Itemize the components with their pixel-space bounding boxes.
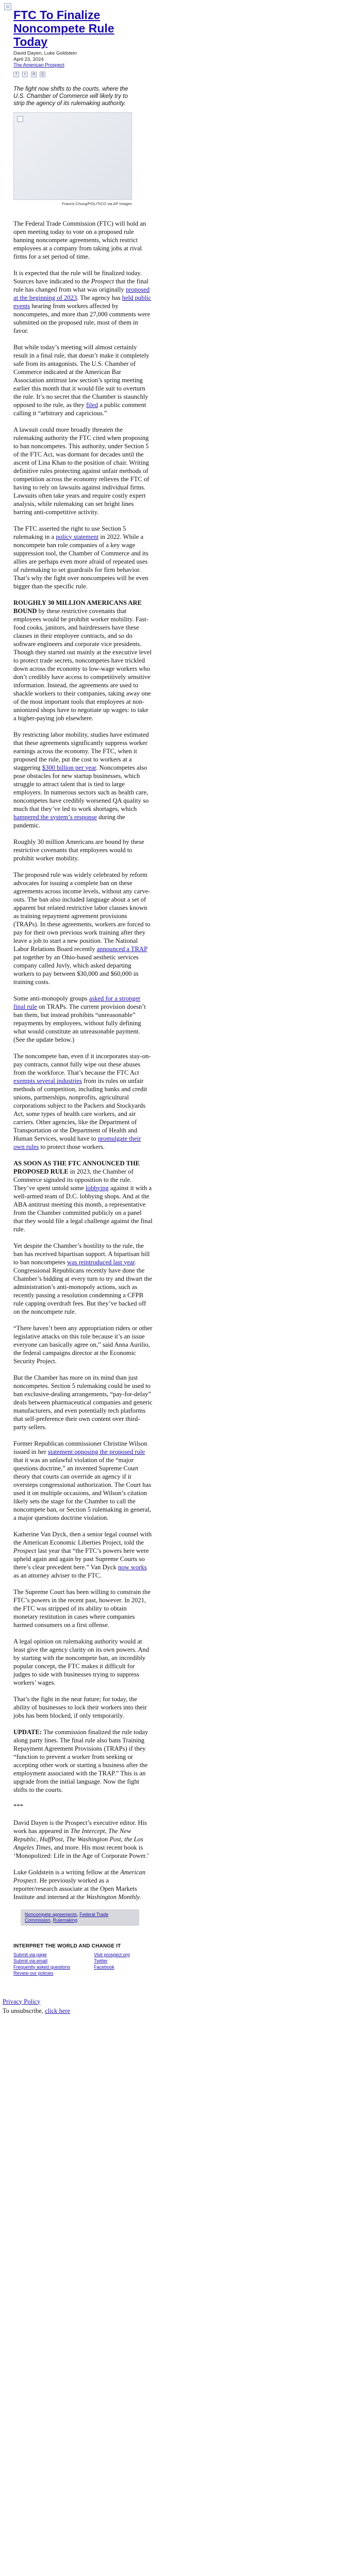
logo-placeholder-icon bbox=[4, 3, 11, 10]
authors: David Dayen, Luke Goldstein bbox=[13, 50, 77, 56]
hero-caption: Francis Chung/POLITICO via AP Images bbox=[62, 201, 132, 206]
paragraph: A lawsuit could more broadly threaten the rulemaking authority the FTC cited when proposing to ban noncompetes. This authority, under Section 5 of the FTC Act, was dormant for decades until the ascent of Lina Khan to the position of chair. Writing definitive rules protecting against unfair methods of competition across the economy relieves the FTC of having to rely on lawsuits against individual firms. Lawsuits often take years and require costly expert analysis, while rulemaking can set bright lines barring anti-competitive activity. bbox=[13, 426, 150, 516]
footer-link[interactable]: Submit via page bbox=[13, 1952, 47, 1957]
article-body bbox=[13, 219, 153, 1901]
update-label: UPDATE: bbox=[13, 1728, 42, 1736]
paragraph: Katherine Van Dyck, then a senior legal counsel with the American Economic Liberties Project, told the Prospect last year that “the FTC’s powers here were upheld again and again by past Supreme Courts so there’s clear precedent here.” Van Dyck now works as an attorney adviser to the FTC. bbox=[13, 1530, 152, 1579]
paragraph: But while today’s meeting will almost certainly result in a final rule, that doesn’t make it completely safe from its antagonists. The U.S. Chamber of Commerce indicated at the American Bar Association antitrust law section’s spring meeting earlier this month that it would file suit to overturn the rule. It’s no secret that the Chamber is staunchly opposed to the rule, as they filed a public comment calling it “arbitrary and capricious.” bbox=[13, 343, 150, 417]
section-lead: AS SOON AS THE FTC ANNOUNCED THE PROPOSED RULE bbox=[13, 1159, 140, 1175]
footer-link[interactable]: Twitter bbox=[94, 1958, 108, 1963]
footer bbox=[13, 1943, 168, 1976]
publish-date: April 23, 2024 bbox=[13, 56, 44, 62]
paragraph: The Supreme Court has been willing to constrain the FTC’s powers in the recent past, however. In 2021, the FTC was stripped of its ability to obtain monetary restitution in cases where companies harmed consumers on a first offense. bbox=[13, 1588, 151, 1629]
bottom-links: Privacy Policy To unsubscribe, click here bbox=[3, 1997, 71, 2014]
paragraph: The Federal Trade Commission (FTC) will hold an open meeting today to vote on a proposed rule banning noncompete agreements, which restrict employees at a company from taking jobs at rival firms for a set period of time. bbox=[13, 219, 146, 260]
paragraph: “There haven’t been any appropriation riders or other legislative attacks on this rule because it’s an issue everyone can basically agree on,” said Anna Aurilio, the federal campaigns director at the Economic Security Project. bbox=[13, 1324, 153, 1365]
paragraph: The FTC asserted the right to use Section 5 rulemaking in a policy statement in 2022. While a noncompete ban role companies of a key wage suppression tool, the Chamber of Commerce and its allies are perhaps even more afraid of repeated uses of rulemaking to set guardrails for firm behavior. That’s why the fight over noncompetes will be even bigger than the specific rule. bbox=[13, 524, 149, 590]
paragraph: That’s the fight in the near future; for today, the ability of businesses to lock their workers into their jobs has been blocked, if only temporarily. bbox=[13, 1695, 147, 1719]
inline-link[interactable]: filed bbox=[86, 401, 99, 409]
footer-title: INTERPRET THE WORLD AND CHANGE IT bbox=[13, 1943, 121, 1949]
unsubscribe-link[interactable]: click here bbox=[45, 2007, 71, 2014]
print-icon[interactable]: ⎙ bbox=[40, 72, 45, 77]
facebook-icon[interactable]: f bbox=[13, 72, 19, 77]
inline-link[interactable]: was reintroduced last year bbox=[67, 1258, 135, 1266]
footer-link[interactable]: Facebook bbox=[94, 1964, 114, 1970]
paragraph: Roughly 30 million Americans are bound by these restrictive covenants that employees would to prohibit worker mobility. bbox=[13, 838, 144, 862]
footer-link[interactable]: Submit via email bbox=[13, 1958, 48, 1963]
inline-link[interactable]: hampered the system’s response bbox=[13, 813, 97, 821]
paragraph: It is expected that the rule will be finalized today. Sources have indicated to the Prospect that the final rule has changed from what was originally proposed at the beginning of 2023. The agency has held public events hearing from workers affected by noncompetes, and more than 27,000 comments were submitted on the proposed rule, most of them in favor. bbox=[13, 269, 151, 334]
paragraph: UPDATE: The commission finalized the rule today along party lines. The final rule also bans Training Repayment Agreement Provisions (TRAPs) if they “function to prevent a worker from seeking or accepting other work or starting a business after the employment associated with the TRAP.” This is an upgrade from the initial language. Now the fight shifts to the courts. bbox=[13, 1728, 149, 1793]
footer-column-left bbox=[13, 1952, 70, 1976]
separator: *** bbox=[13, 1802, 23, 1810]
inline-link[interactable]: proposed at the beginning of 2023 bbox=[13, 285, 150, 301]
inline-link[interactable]: asked for a stronger final rule bbox=[13, 994, 141, 1010]
article-header bbox=[0, 4, 361, 77]
paragraph: ROUGHLY 30 MILLION AMERICANS ARE BOUND by these restrictive covenants that employees would be prohibit worker mobility. Fast-food cooks, janitors, and hairdressers have these clauses in their employee contracts, and so do software engineers and corporate vice presidents. Though they started out mainly at the executive level to protect trade secrets, noncompetes have trickled down across the economy to low-wage workers who don’t credibly have access to competitively sensitive information. Instead, the agreements are used to shackle workers to their companies, taking away one of the most important tools that employees at non-unionized shops have to negotiate up wages: to take a higher-paying job elsewhere. bbox=[13, 599, 152, 722]
tags-box: Noncompete agreements, Federal Trade Commission, Rulemaking bbox=[21, 1909, 139, 1926]
hero-image bbox=[13, 112, 132, 200]
byline bbox=[13, 50, 356, 69]
footer-link[interactable]: Frequently asked questions bbox=[13, 1964, 71, 1970]
footer-column-right bbox=[94, 1952, 129, 1976]
paragraph: But the Chamber has more on its mind than just noncompetes. Section 5 rulemaking could be used to ban exclusive-dealing arrangements, “pay-for-delay” deals between pharmaceutical companies and generic manufacturers, and even potentially tech platforms that self-preference their own content over third-party sellers. bbox=[13, 1374, 153, 1431]
inline-link[interactable]: now works bbox=[118, 1563, 147, 1571]
paragraph: By restricting labor mobility, studies have estimated that these agreements significantly suppress worker earnings across the economy. The FTC, when it proposed the rule, put the cost to workers at a staggering $300 billion per year. Noncompetes also pose obstacles for new startup businesses, which struggle to attract talent that is tied to large employers. In numerous sectors such as health care, noncompetes have credibly worsened QA quality so much that they’ve led to work shortages, which hampered the system’s response during the pandemic. bbox=[13, 731, 149, 829]
footer-columns bbox=[13, 1952, 168, 1976]
publication-link[interactable]: The American Prospect bbox=[13, 62, 64, 68]
paragraph: AS SOON AS THE FTC ANNOUNCED THE PROPOSED RULE in 2023, the Chamber of Commerce signaled its opposition to the rule. They’ve spent untold some lobbying against it with a well-armed team of D.C. lobbying shops. And at the ABA antitrust meeting this month, a representative from the Chamber committed publicly on a panel that they would file a legal challenge against the final rule. bbox=[13, 1159, 153, 1233]
inline-link[interactable]: exempts several industries bbox=[13, 1077, 82, 1084]
privacy-policy-link[interactable]: Privacy Policy bbox=[3, 1997, 41, 2005]
author-bio: David Dayen is the Prospect’s executive editor. His work has appeared in The Intercept, The New Republic, HuffPost, The Washington Post, the Los Angeles Times, and more. His most recent book is ‘Monopolized: Life in the Age of Corporate Power.’ bbox=[13, 1819, 150, 1859]
inline-link[interactable]: promulgate their own rules bbox=[13, 1134, 141, 1150]
paragraph: A legal opinion on rulemaking authority would at least give the agency clarity on its own powers. And by starting with the noncompete ban, an incredibly popular concept, the FTC makes it difficult for judges to side with businesses trying to suppress workers’ wages. bbox=[13, 1637, 150, 1686]
tag-link[interactable]: Noncompete agreements bbox=[25, 1911, 77, 1917]
share-row bbox=[13, 72, 356, 77]
inline-link[interactable]: announced a TRAP bbox=[96, 945, 147, 953]
footer-link[interactable]: Visit prospect.org bbox=[94, 1952, 130, 1957]
tag-link[interactable]: Rulemaking bbox=[53, 1917, 78, 1923]
footer-link[interactable]: Review our policies bbox=[13, 1970, 54, 1976]
article-dek: The fight now shifts to the courts, where the U.S. Chamber of Commerce will likely try to strip the agency of its rulemaking authority. bbox=[13, 86, 128, 107]
paragraph: Some anti-monopoly groups asked for a stronger final rule on TRAPs. The current provision doesn’t ban them, but instead prohibits “unreasonable” repayments by employees, without fully defining what would constitute an unreasonable payment. (See the update below.) bbox=[13, 994, 146, 1043]
section-lead: ROUGHLY 30 MILLION AMERICANS ARE BOUND bbox=[13, 599, 142, 615]
email-icon[interactable]: ✉ bbox=[31, 72, 37, 77]
paragraph: Yet despite the Chamber’s hostility to the rule, the ban has received bipartisan support. A bipartisan bill to ban noncompetes was reintroduced last year. Congressional Republicans recently have done the Chamber’s bidding at every turn to try and thwart the administration’s anti-monopoly actions, such as recently passing a resolution condemning a CFPB rule capping overdraft fees. But they’ve backed off on the noncompete rule. bbox=[13, 1242, 152, 1315]
paragraph: The noncompete ban, even if it incorporates stay-on-pay contracts, cannot fully wipe out these abuses from the workforce. That’s because the FTC Act exempts several industries from its rules on unfair methods of competition, including banks and credit unions, partnerships, nonprofits, agricultural corporations subject to the Packers and Stockyards Act, some types of health care workers, and air carriers. Other agencies, like the Department of Transportation or the Department of Health and Human Services, would have to promulgate their own rules to protect those workers. bbox=[13, 1052, 151, 1150]
article-headline-link[interactable]: FTC To Finalize Noncompete Rule Today bbox=[13, 8, 114, 48]
inline-link[interactable]: lobbying bbox=[85, 1184, 109, 1192]
inline-link[interactable]: $300 billion per year bbox=[42, 764, 96, 771]
inline-link[interactable]: policy statement bbox=[56, 533, 99, 540]
inline-link[interactable]: held public events bbox=[13, 294, 151, 310]
inline-link[interactable]: statement opposing the proposed rule bbox=[47, 1448, 145, 1455]
paragraph: The proposed rule was widely celebrated by reform advocates for issuing a complete ban on these agreements across income levels, without any carve-outs. The ban also included language about a set of apparent but related restrictive labor clauses known as training repayment agreement provisions (TRAPs). In these agreements, workers are forced to pay for their own previous work training after they leave a job to start a new position. The National Labor Relations Board recently announced a TRAP pat together by an Ohio-based aesthetic services company called Juvly, which asked departing workers to pay between $30,000 and $60,000 in training costs. bbox=[13, 871, 151, 986]
author-bio: Luke Goldstein is a writing fellow at the American Prospect. He previously worked as a reporter/research associate at the Open Markets Institute and interned at the Washington Monthly. bbox=[13, 1868, 146, 1901]
tag-link[interactable]: Federal Trade Commission bbox=[25, 1911, 109, 1923]
paragraph: Former Republican commissioner Christine Wilson issued in her statement opposing the proposed rule that it was an unlawful violation of the “major questions doctrine,” an invented Supreme Court theory that courts can override an agency if it oversteps congressional authorization. The Court has used it on multiple occasions, and Wilson’s citation likely sets the stage for the Chamber to call the noncompete ban, or Section 5 rulemaking in general, a major questions doctrine violation. bbox=[13, 1439, 151, 1521]
twitter-icon[interactable]: t bbox=[22, 72, 28, 77]
